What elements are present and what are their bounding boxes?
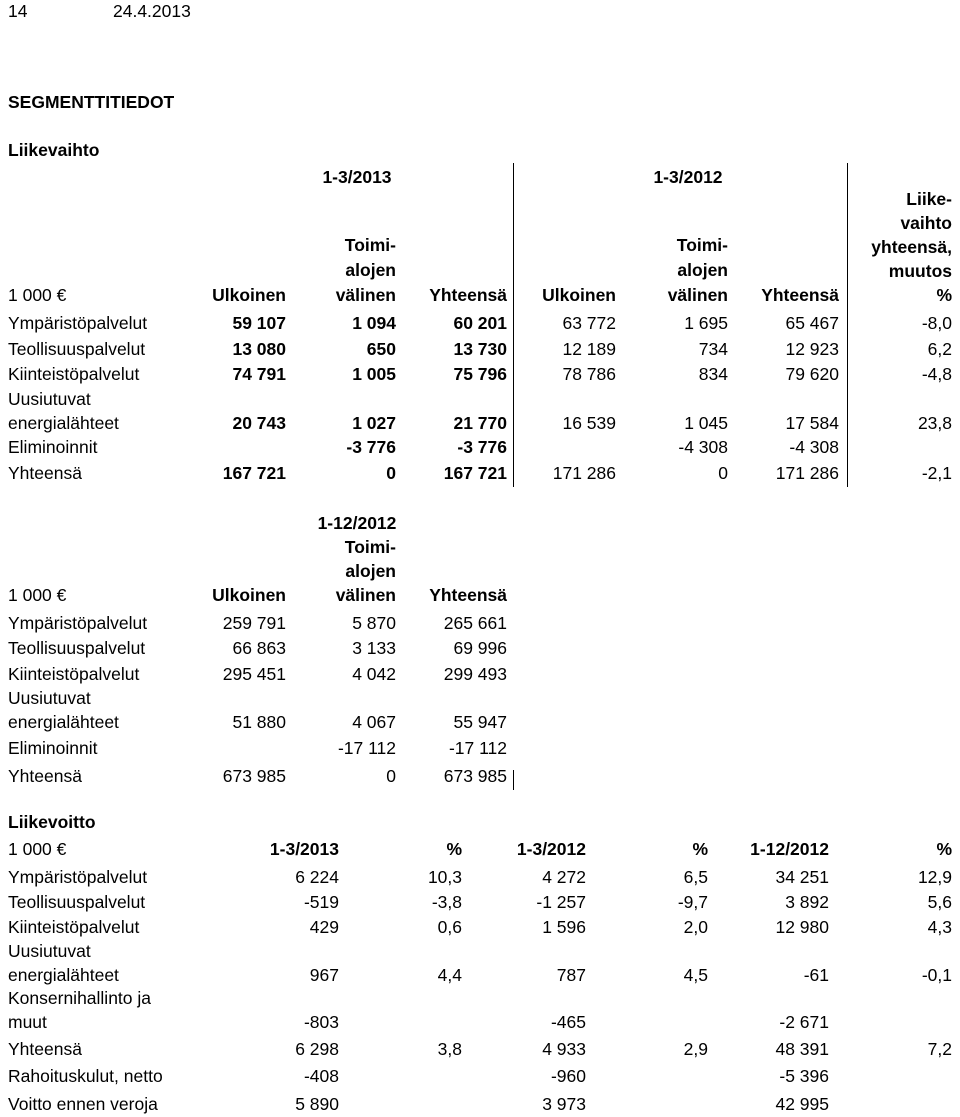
op-col-header: %: [446, 839, 462, 859]
col-header-intersegment-2012: välinen: [667, 285, 728, 305]
table-cell: 3 133: [352, 638, 396, 658]
table-cell: 1 005: [352, 364, 396, 384]
row-label: Ympäristöpalvelut: [8, 613, 148, 633]
table-cell: 967: [309, 965, 339, 985]
table-cell: -465: [550, 1012, 586, 1032]
col-header-intersegment-2013: Toimi-: [344, 235, 396, 255]
table-cell: 79 620: [785, 364, 839, 384]
table-cell: 63 772: [562, 313, 616, 333]
row-label: Eliminoinnit: [8, 437, 98, 457]
table-cell: -4 308: [789, 437, 839, 457]
fy-col-header-intersegment: välinen: [335, 585, 396, 605]
table-cell: 23,8: [917, 413, 952, 433]
table-cell: 65 467: [785, 313, 839, 333]
table-cell: 34 251: [775, 867, 829, 887]
table-cell: 650: [366, 339, 396, 359]
table-cell: -2,1: [921, 463, 952, 483]
table-cell: 295 451: [222, 664, 286, 684]
table-cell: 59 107: [232, 313, 286, 333]
col-header-external-2013: Ulkoinen: [212, 285, 286, 305]
table-cell: 55 947: [453, 712, 507, 732]
op-col-header: 1-12/2012: [750, 839, 829, 859]
table-cell: 2,9: [683, 1039, 708, 1059]
table-cell: 12 923: [785, 339, 839, 359]
operating-profit-heading: Liikevoitto: [8, 812, 96, 832]
table-cell: 0,6: [437, 917, 462, 937]
table-cell: 78 786: [562, 364, 616, 384]
row-label: Uusiutuvat: [8, 688, 91, 708]
section-title: SEGMENTTITIEDOT: [8, 92, 175, 112]
table-cell: 167 721: [443, 463, 507, 483]
table-cell: 17 584: [785, 413, 839, 433]
table-cell: 299 493: [443, 664, 507, 684]
table-cell: 787: [556, 965, 586, 985]
table-cell: 673 985: [443, 766, 507, 786]
table-cell: 12 189: [562, 339, 616, 359]
table-cell: -2 671: [779, 1012, 829, 1032]
col-header-external-2012: Ulkoinen: [542, 285, 616, 305]
column-divider-2013-2012: [513, 163, 514, 487]
table-cell: -61: [803, 965, 829, 985]
table-cell: 3 892: [785, 892, 829, 912]
table-cell: -3 776: [457, 437, 507, 457]
table-cell: 3 973: [542, 1094, 586, 1114]
table-cell: 4 067: [352, 712, 396, 732]
page-date: 24.4.2013: [113, 1, 191, 21]
table-cell: 10,3: [427, 867, 462, 887]
period-2012-header: 1-3/2012: [653, 167, 723, 187]
table-cell: 2,0: [683, 917, 708, 937]
table-cell: 6,2: [927, 339, 952, 359]
table-cell: 48 391: [775, 1039, 829, 1059]
unit-label: 1 000 €: [8, 285, 67, 305]
table-cell: 1 094: [352, 313, 396, 333]
row-label: Teollisuuspalvelut: [8, 339, 146, 359]
op-col-header: %: [692, 839, 708, 859]
table-cell: 4 272: [542, 867, 586, 887]
table-cell: 0: [718, 463, 728, 483]
table-cell: -3,8: [431, 892, 462, 912]
row-label: Eliminoinnit: [8, 738, 98, 758]
col-header-change-percent: Liike-: [906, 189, 952, 209]
table-cell: 1 045: [684, 413, 728, 433]
row-label: Uusiutuvat: [8, 941, 91, 961]
table-cell: -0,1: [921, 965, 952, 985]
op-header-unit: 1 000 €: [8, 839, 67, 859]
table-cell: 12 980: [775, 917, 829, 937]
row-label: energialähteet: [8, 965, 119, 985]
row-label: Teollisuuspalvelut: [8, 892, 146, 912]
table-cell: 4 933: [542, 1039, 586, 1059]
table-cell: -5 396: [779, 1066, 829, 1086]
table-cell: 834: [698, 364, 728, 384]
table-cell: 75 796: [453, 364, 507, 384]
table-cell: -9,7: [677, 892, 708, 912]
table-cell: -17 112: [337, 738, 396, 758]
fy-col-header-total: Yhteensä: [429, 585, 507, 605]
fy-unit-label: 1 000 €: [8, 585, 67, 605]
col-header-intersegment-2013: välinen: [335, 285, 396, 305]
table-cell: 4,5: [683, 965, 708, 985]
table-cell: 4,3: [927, 917, 952, 937]
table-cell: -408: [303, 1066, 339, 1086]
table-cell: 69 996: [453, 638, 507, 658]
row-label: Voitto ennen veroja: [8, 1094, 158, 1114]
table-cell: -4 308: [678, 437, 728, 457]
col-header-total-2013: Yhteensä: [429, 285, 507, 305]
table-cell: 66 863: [232, 638, 286, 658]
table-cell: 42 995: [775, 1094, 829, 1114]
table-cell: 673 985: [222, 766, 286, 786]
col-header-change-percent: vaihto: [900, 213, 952, 233]
col-header-total-2012: Yhteensä: [761, 285, 839, 305]
table-cell: 60 201: [453, 313, 507, 333]
column-divider-change: [847, 163, 848, 487]
col-header-intersegment-2012: Toimi-: [676, 235, 728, 255]
row-label: Konsernihallinto ja: [8, 988, 152, 1008]
row-label: Kiinteistöpalvelut: [8, 917, 140, 937]
row-label: Rahoituskulut, netto: [8, 1066, 163, 1086]
col-header-change-percent: %: [936, 285, 952, 305]
table-cell: 74 791: [232, 364, 286, 384]
row-label: Yhteensä: [8, 766, 82, 786]
op-col-header: %: [936, 839, 952, 859]
table-cell: -3 776: [346, 437, 396, 457]
table-cell: -8,0: [921, 313, 952, 333]
col-header-change-percent: muutos: [888, 261, 952, 281]
row-label: Kiinteistöpalvelut: [8, 664, 140, 684]
row-label: Yhteensä: [8, 1039, 82, 1059]
row-label: Ympäristöpalvelut: [8, 867, 148, 887]
table-cell: 5 890: [295, 1094, 339, 1114]
table-cell: -1 257: [536, 892, 586, 912]
table-cell: -17 112: [448, 738, 507, 758]
table-cell: -803: [303, 1012, 339, 1032]
table-cell: 259 791: [222, 613, 286, 633]
table-cell: 16 539: [562, 413, 616, 433]
fy-col-header-external: Ulkoinen: [212, 585, 286, 605]
table-cell: 0: [386, 766, 396, 786]
table-cell: 171 286: [775, 463, 839, 483]
table-cell: 51 880: [232, 712, 286, 732]
table-cell: 429: [309, 917, 339, 937]
table-cell: -4,8: [921, 364, 952, 384]
table-cell: 1 596: [542, 917, 586, 937]
table-cell: -519: [303, 892, 339, 912]
row-label: Yhteensä: [8, 463, 82, 483]
table-cell: 6 298: [295, 1039, 339, 1059]
table-cell: 265 661: [443, 613, 507, 633]
fy-col-header-intersegment: alojen: [345, 561, 396, 581]
row-label: Uusiutuvat: [8, 389, 91, 409]
col-header-intersegment-2012: alojen: [677, 260, 728, 280]
table-cell: 5 870: [352, 613, 396, 633]
row-label: Teollisuuspalvelut: [8, 638, 146, 658]
op-col-header: 1-3/2013: [269, 839, 339, 859]
table-cell: 4 042: [352, 664, 396, 684]
table-cell: 0: [386, 463, 396, 483]
table-cell: 1 695: [684, 313, 728, 333]
table-cell: 13 730: [453, 339, 507, 359]
col-header-intersegment-2013: alojen: [345, 260, 396, 280]
period-2013-header: 1-3/2013: [322, 167, 392, 187]
row-label: Kiinteistöpalvelut: [8, 364, 140, 384]
fy-col-header-intersegment: Toimi-: [344, 537, 396, 557]
row-label: Ympäristöpalvelut: [8, 313, 148, 333]
page-number: 14: [8, 1, 28, 21]
table-cell: 171 286: [552, 463, 616, 483]
op-col-header: 1-3/2012: [516, 839, 586, 859]
table-cell: 5,6: [927, 892, 952, 912]
table-cell: 3,8: [437, 1039, 462, 1059]
table-cell: 12,9: [917, 867, 952, 887]
fy-column-divider: [513, 770, 514, 790]
table-cell: 6 224: [295, 867, 339, 887]
table-cell: 1 027: [352, 413, 396, 433]
table-cell: 4,4: [437, 965, 462, 985]
row-label: energialähteet: [8, 712, 119, 732]
row-label: energialähteet: [8, 413, 119, 433]
table-cell: 21 770: [453, 413, 507, 433]
table-cell: 167 721: [222, 463, 286, 483]
table-cell: 734: [698, 339, 728, 359]
table-cell: 20 743: [232, 413, 286, 433]
revenue-heading: Liikevaihto: [8, 140, 100, 160]
table-cell: -960: [550, 1066, 586, 1086]
row-label: muut: [8, 1012, 47, 1032]
table-cell: 13 080: [232, 339, 286, 359]
fy-period-header: 1-12/2012: [317, 513, 397, 533]
table-cell: 6,5: [683, 867, 708, 887]
table-cell: 7,2: [927, 1039, 952, 1059]
col-header-change-percent: yhteensä,: [871, 237, 952, 257]
